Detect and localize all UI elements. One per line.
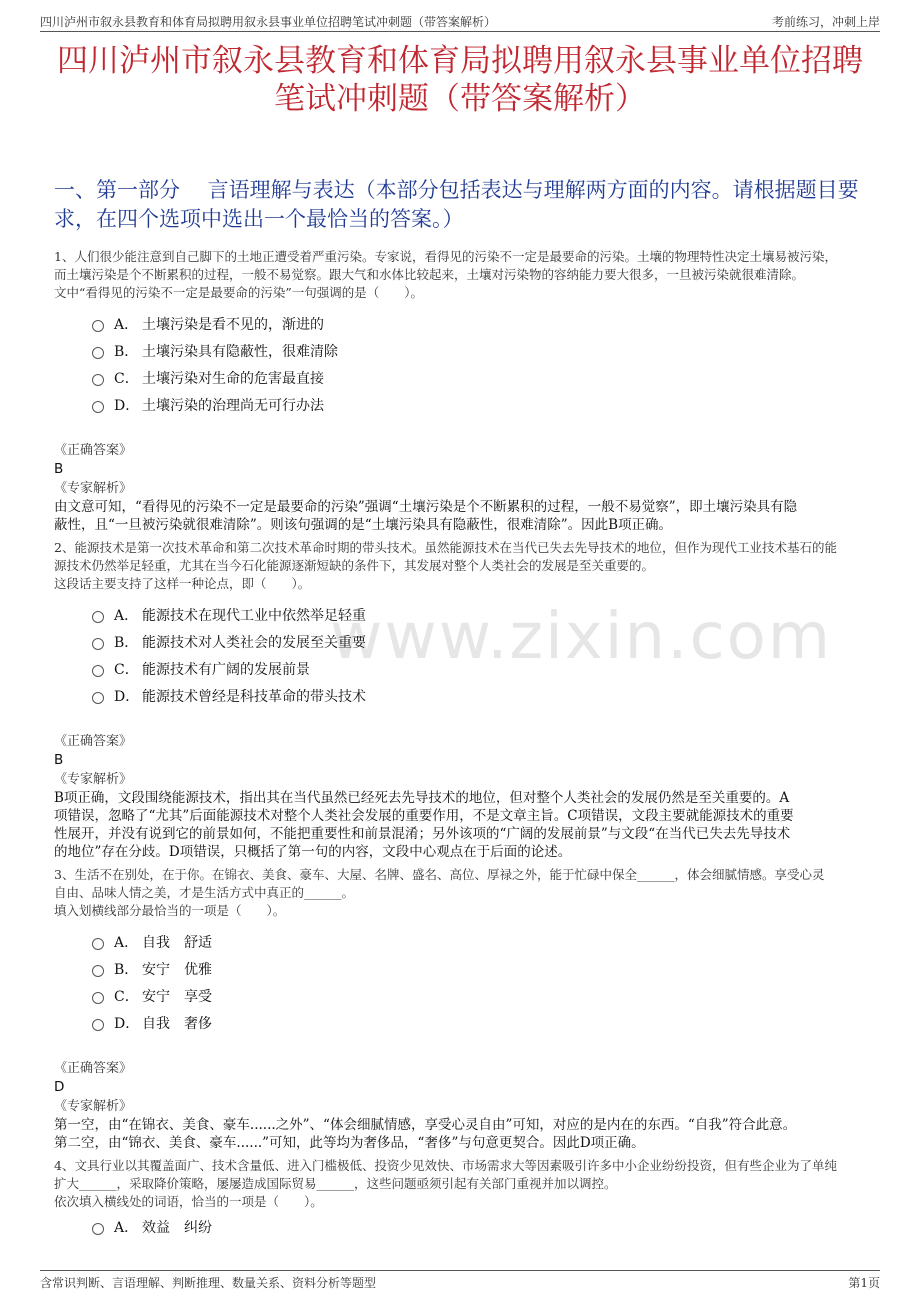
- analysis-line: B项正确，文段围绕能源技术，指出其在当代虽然已经死去先导技术的地位，但对整个人类社会的发展仍然是至关重要的。A: [54, 790, 790, 806]
- option-text: 土壤污染是看不见的，渐进的: [142, 316, 324, 333]
- section-heading: 一、第一部分 言语理解与表达（本部分包括表达与理解两方面的内容。请根据题目要求，在四个选项中选出一个最恰当的答案。）: [54, 178, 859, 231]
- radio-icon[interactable]: [92, 1019, 104, 1031]
- option-d[interactable]: [92, 682, 880, 709]
- radio-icon[interactable]: [92, 665, 104, 677]
- footer-description: 含常识判断、言语理解、判断推理、数量关系、资料分析等题型: [40, 1276, 377, 1290]
- radio-icon[interactable]: [92, 347, 104, 359]
- stem-line: 文中“看得见的污染不一定是最要命的污染”一句强调的是（ ）。: [54, 285, 424, 300]
- option-text: 土壤污染具有隐蔽性，很难清除: [142, 343, 338, 360]
- radio-icon[interactable]: [92, 638, 104, 650]
- option-letter: A．: [114, 1219, 139, 1236]
- option-b[interactable]: [92, 955, 880, 982]
- radio-icon[interactable]: [92, 992, 104, 1004]
- stem-line: 1、人们很少能注意到自己脚下的土地正遭受着严重污染。专家说，看得见的污染不一定是最要命的污染。土壤的物理特性决定土壤易被污染，: [54, 249, 837, 264]
- stem-line: 2、能源技术是第一次技术革命和第二次技术革命时期的带头技术。虽然能源技术在当代已失去先导技术的地位，但作为现代工业技术基石的能: [54, 540, 837, 555]
- question-2: [54, 539, 880, 861]
- question-1: [54, 248, 880, 534]
- option-text: 土壤污染对生命的危害最直接: [142, 370, 324, 387]
- analysis-line: 性展开，并没有说到它的前景如何，不能把重要性和前景混淆；另外该项的“广阔的发展前景”与文段“在当代已失去先导技术: [54, 826, 791, 842]
- option-letter: B．: [114, 634, 139, 651]
- option-text: 自我 奢侈: [142, 1015, 212, 1032]
- radio-icon[interactable]: [92, 1223, 104, 1235]
- question-3: [54, 866, 880, 1152]
- option-letter: D．: [114, 397, 140, 414]
- stem-line: 依次填入横线处的词语，恰当的一项是（ ）。: [54, 1194, 323, 1209]
- analysis-line: 蔽性，且“一旦被污染就很难清除”。则该句强调的是“土壤污染具有隐蔽性，很难清除”。因此B项正确。: [54, 517, 673, 533]
- header-doc-name: 四川泸州市叙永县教育和体育局拟聘用叙永县事业单位招聘笔试冲刺题（带答案解析）: [40, 15, 497, 29]
- stem-line: 扩大______，采取降价策略，屡屡造成国际贸易______，这些问题亟须引起有关部门重视并加以调控。: [54, 1176, 617, 1191]
- option-letter: C．: [114, 370, 139, 387]
- question-stem: [54, 1157, 880, 1211]
- option-d[interactable]: [92, 1009, 880, 1036]
- watermark: www.zixin.com: [330, 600, 833, 674]
- answer-value: B: [54, 461, 64, 477]
- page-number: 第1页: [848, 1276, 880, 1290]
- option-b[interactable]: [92, 337, 880, 364]
- radio-icon[interactable]: [92, 692, 104, 704]
- analysis-text: [54, 1116, 880, 1152]
- radio-icon[interactable]: [92, 374, 104, 386]
- answer-label: 《正确答案》: [54, 1061, 133, 1076]
- stem-line: 3、生活不在别处，在于你。在锦衣、美食、豪车、大屋、名牌、盛名、高位、厚禄之外，能于忙碌中保全______，体会细腻情感。享受心灵: [54, 867, 825, 882]
- analysis-line: 第二空，由“锦衣、美食、豪车......”可知，此等均为奢侈品，“奢侈”与句意更契合。因此D项正确。: [54, 1135, 645, 1151]
- analysis-label: 《专家解析》: [54, 481, 133, 496]
- option-a[interactable]: [92, 601, 880, 628]
- analysis-text: [54, 498, 880, 534]
- options-list: [92, 310, 880, 418]
- stem-line: 4、文具行业以其覆盖面广、技术含量低、进入门槛极低、投资少见效快、市场需求大等因素吸引许多中小企业纷纷投资，但有些企业为了单纯: [54, 1158, 837, 1173]
- option-text: 自我 舒适: [142, 934, 212, 951]
- answer-label: 《正确答案》: [54, 443, 133, 458]
- analysis-line: 由文意可知，“看得见的污染不一定是最要命的污染”强调“土壤污染是个不断累积的过程，一般不易觉察”，即土壤污染具有隐: [54, 499, 798, 515]
- option-letter: C．: [114, 661, 139, 678]
- option-text: 能源技术对人类社会的发展至关重要: [142, 634, 366, 651]
- option-letter: B．: [114, 961, 139, 978]
- options-list: [92, 928, 880, 1036]
- option-text: 能源技术在现代工业中依然举足轻重: [142, 607, 366, 624]
- option-c[interactable]: [92, 655, 880, 682]
- option-c[interactable]: [92, 982, 880, 1009]
- header-slogan: 考前练习，冲刺上岸: [771, 15, 880, 29]
- radio-icon[interactable]: [92, 401, 104, 413]
- radio-icon[interactable]: [92, 938, 104, 950]
- option-c[interactable]: [92, 364, 880, 391]
- option-letter: D．: [114, 688, 140, 705]
- answer-value: D: [54, 1079, 65, 1095]
- option-letter: D．: [114, 1015, 140, 1032]
- option-a[interactable]: [92, 310, 880, 337]
- page-header: [40, 10, 880, 32]
- answer-value: B: [54, 752, 64, 768]
- question-4: [54, 1157, 880, 1240]
- analysis-text: [54, 789, 880, 861]
- analysis-label: 《专家解析》: [54, 772, 133, 787]
- question-stem: [54, 248, 880, 302]
- stem-line: 而土壤污染是个不断累积的过程，一般不易觉察。跟大气和水体比较起来，土壤对污染物的容纳能力要大很多，一旦被污染就很难清除。: [54, 267, 805, 282]
- option-text: 能源技术有广阔的发展前景: [142, 661, 310, 678]
- options-list: [92, 1213, 880, 1240]
- option-text: 效益 纠纷: [142, 1219, 212, 1236]
- stem-line: 这段话主要支持了这样一种论点，即（ ）。: [54, 576, 311, 591]
- radio-icon[interactable]: [92, 611, 104, 623]
- question-stem: [54, 866, 880, 920]
- option-letter: A．: [114, 316, 139, 333]
- question-stem: [54, 539, 880, 593]
- radio-icon[interactable]: [92, 965, 104, 977]
- option-text: 土壤污染的治理尚无可行办法: [142, 397, 324, 414]
- options-list: [92, 601, 880, 709]
- stem-line: 源技术仍然举足轻重，尤其在当今石化能源逐渐短缺的条件下，其发展对整个人类社会的发展是至关重要的。: [54, 558, 655, 573]
- option-text: 安宁 享受: [142, 988, 212, 1005]
- answer-label: 《正确答案》: [54, 734, 133, 749]
- option-letter: B．: [114, 343, 139, 360]
- analysis-line: 项错误，忽略了“尤其”后面能源技术对整个人类社会发展的重要作用，不是文章主旨。C项错误，文段主要就能源技术的重要: [54, 808, 794, 824]
- stem-line: 自由、品味人情之美，才是生活方式中真正的______。: [54, 885, 355, 900]
- option-text: 能源技术曾经是科技革命的带头技术: [142, 688, 366, 705]
- option-b[interactable]: [92, 628, 880, 655]
- analysis-line: 的地位”存在分歧。D项错误，只概括了第一句的内容，文段中心观点在于后面的论述。: [54, 844, 572, 860]
- stem-line: 填入划横线部分最恰当的一项是（ ）。: [54, 903, 286, 918]
- document-title: 四川泸州市叙永县教育和体育局拟聘用叙永县事业单位招聘笔试冲刺题（带答案解析）: [57, 43, 863, 117]
- option-letter: A．: [114, 607, 139, 624]
- option-a[interactable]: [92, 1213, 880, 1240]
- option-letter: A．: [114, 934, 139, 951]
- option-letter: C．: [114, 988, 139, 1005]
- option-text: 安宁 优雅: [142, 961, 212, 978]
- option-d[interactable]: [92, 391, 880, 418]
- radio-icon[interactable]: [92, 320, 104, 332]
- page-footer: [40, 1270, 880, 1292]
- analysis-label: 《专家解析》: [54, 1099, 133, 1114]
- option-a[interactable]: [92, 928, 880, 955]
- analysis-line: 第一空，由“在锦衣、美食、豪车......之外”、“体会细腻情感，享受心灵自由”可知，对应的是内在的东西。“自我”符合此意。: [54, 1117, 797, 1133]
